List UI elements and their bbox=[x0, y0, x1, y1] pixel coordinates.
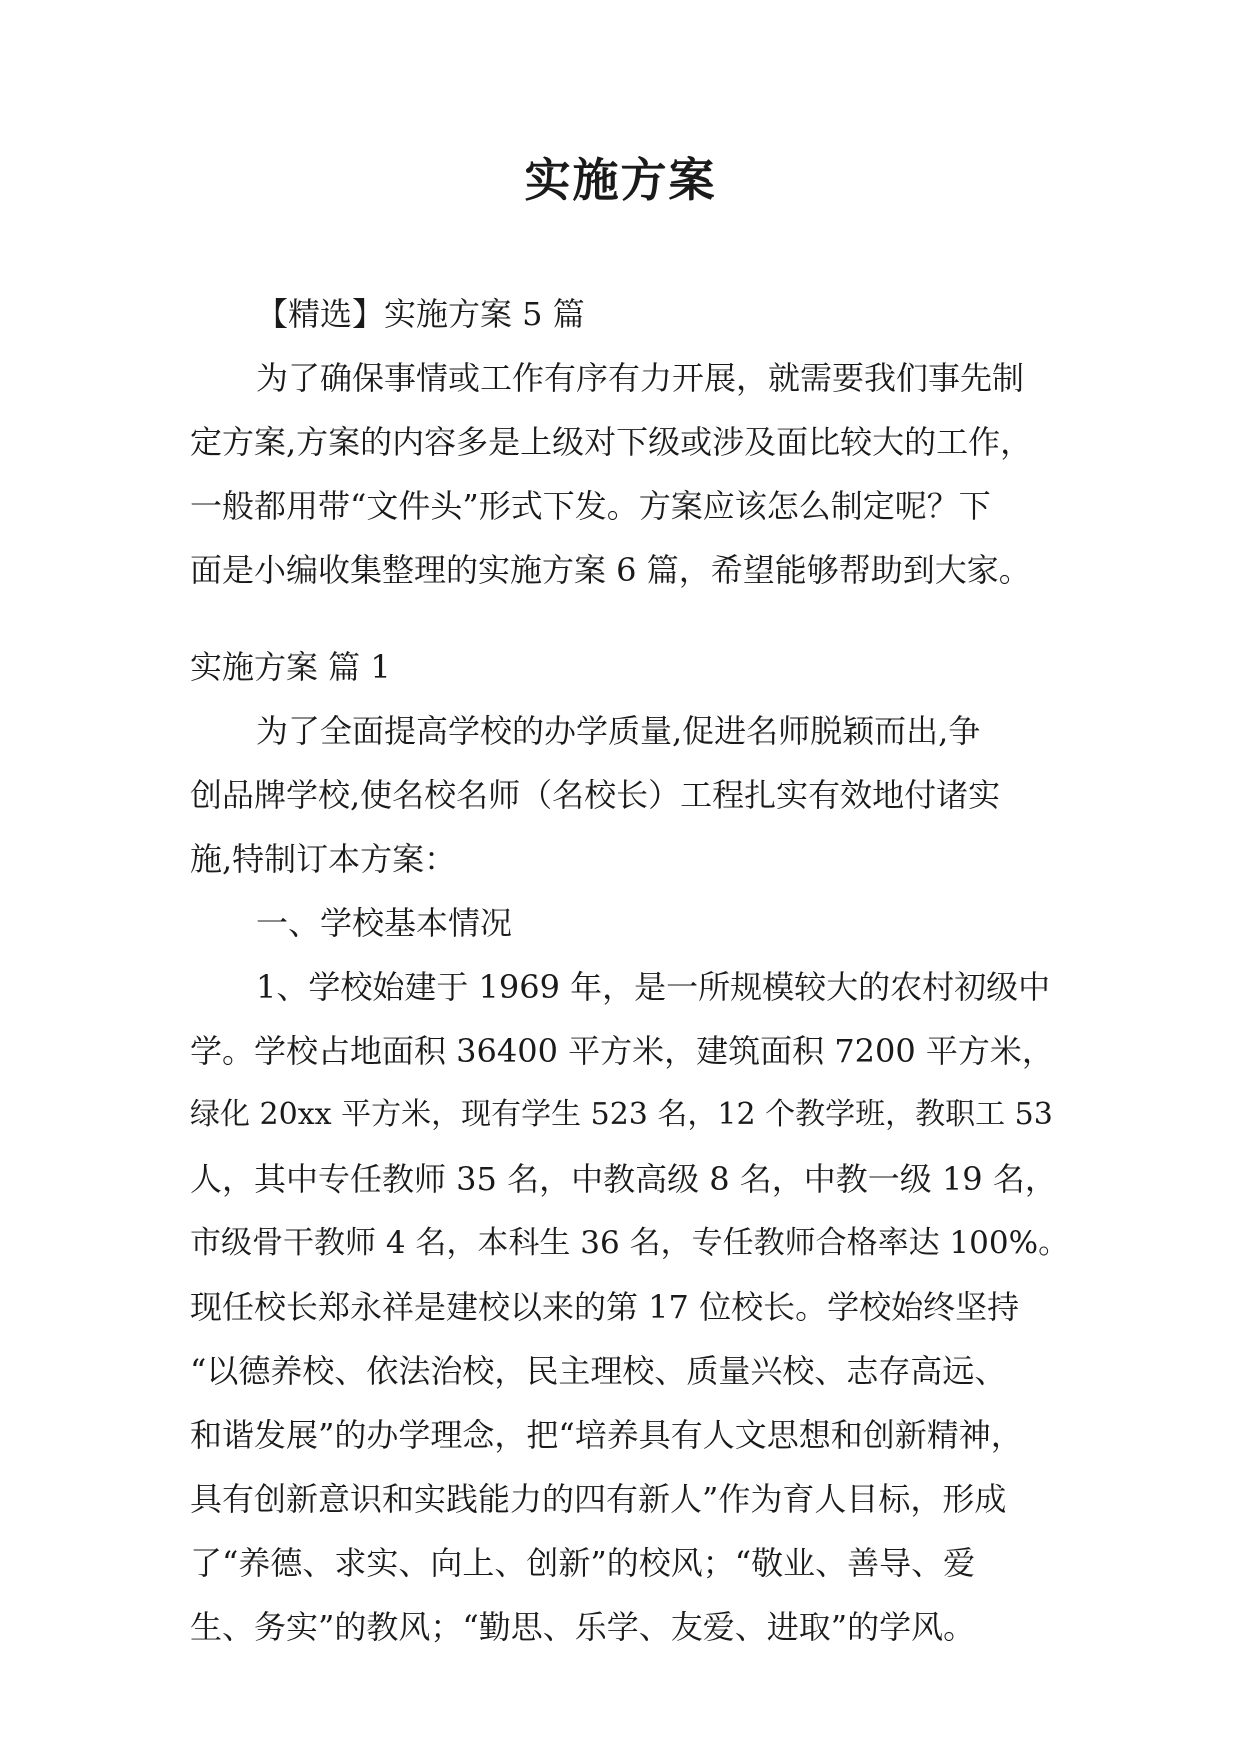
paragraph-line: 绿化 20xx 平方米，现有学生 523 名，12 个教学班，教职工 53 bbox=[190, 1097, 1053, 1132]
section-1 bbox=[190, 635, 1070, 1659]
intro-line: 定方案,方案的内容多是上级对下级或涉及面比较大的工作， bbox=[190, 423, 1033, 461]
section-heading: 实施方案 篇 1 bbox=[190, 648, 391, 686]
paragraph-line: 和谐发展”的办学理念，把“培养具有人文思想和创新精神， bbox=[190, 1416, 1023, 1454]
intro-subtitle: 【精选】实施方案 5 篇 bbox=[256, 295, 585, 333]
paragraph-line: 了“养德、求实、向上、创新”的校风；“敬业、善导、爱 bbox=[190, 1544, 976, 1582]
intro-line: 面是小编收集整理的实施方案 6 篇，希望能够帮助到大家。 bbox=[190, 551, 1031, 589]
paragraph-line: 生、务实”的教风；“勤思、乐学、友爱、进取”的学风。 bbox=[190, 1608, 976, 1646]
paragraph-line: 现任校长郑永祥是建校以来的第 17 位校长。学校始终坚持 bbox=[190, 1288, 1020, 1326]
paragraph-line: 为了全面提高学校的办学质量,促进名师脱颖而出,争 bbox=[256, 712, 981, 750]
subheading-line: 一、学校基本情况 bbox=[256, 904, 513, 942]
paragraph-line: 1、学校始建于 1969 年，是一所规模较大的农村初级中 bbox=[256, 968, 1051, 1006]
intro-block bbox=[190, 282, 1070, 602]
paragraph-line: 市级骨干教师 4 名，本科生 36 名，专任教师合格率达 100%。 bbox=[190, 1225, 1070, 1261]
paragraph-line: “以德养校、依法治校，民主理校、质量兴校、志存高远、 bbox=[190, 1352, 1007, 1390]
paragraph-line: 施,特制订本方案： bbox=[190, 840, 457, 878]
paragraph-line: 创品牌学校,使名校名师（名校长）工程扎实有效地付诸实 bbox=[190, 776, 1001, 814]
intro-line: 一般都用带“文件头”形式下发。方案应该怎么制定呢？下 bbox=[190, 487, 991, 525]
paragraph-line: 人，其中专任教师 35 名，中教高级 8 名，中教一级 19 名， bbox=[190, 1160, 1057, 1198]
intro-line: 为了确保事情或工作有序有力开展，就需要我们事先制 bbox=[256, 359, 1025, 397]
paragraph-line: 学。学校占地面积 36400 平方米，建筑面积 7200 平方米， bbox=[190, 1032, 1054, 1070]
paragraph-line: 具有创新意识和实践能力的四有新人”作为育人目标，形成 bbox=[190, 1480, 1007, 1518]
document-title: 实施方案 bbox=[524, 153, 717, 207]
